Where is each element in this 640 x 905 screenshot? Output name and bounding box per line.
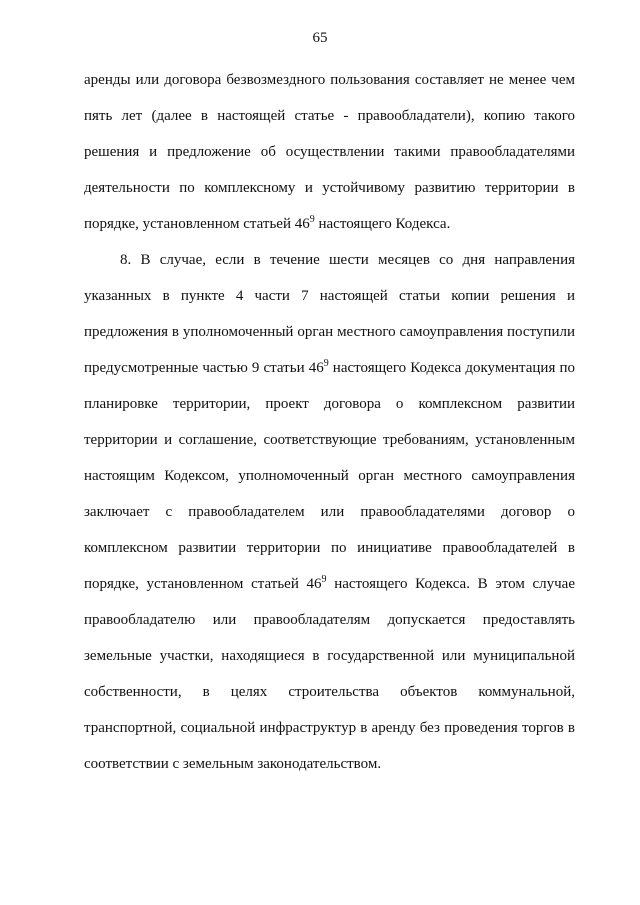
text-line: деятельности по комплексному и устойчивому развитию территории в xyxy=(84,180,575,196)
text-line: собственности, в целях строительства объектов коммунальной, xyxy=(84,684,575,700)
text-line: предложения в уполномоченный орган местного самоуправления поступили xyxy=(84,324,575,340)
text-line: решения и предложение об осуществлении такими правообладателями xyxy=(84,144,575,160)
text-segment: настоящего Кодекса. В этом случае xyxy=(326,576,575,592)
text-segment: предусмотренные частью 9 статьи 46 xyxy=(84,360,324,376)
text-line: заключает с правообладателем или правообладателями договор о xyxy=(84,504,575,520)
superscript: 9 xyxy=(323,358,329,369)
text-segment: порядке, установленном статьей 46 xyxy=(84,576,322,592)
text-line: комплексном развитии территории по инициативе правообладателей в xyxy=(84,540,575,556)
document-text xyxy=(84,62,575,782)
text-segment: порядке, установленном статьей 46 xyxy=(84,216,310,232)
text-line: земельные участки, находящиеся в государственной или муниципальной xyxy=(84,648,575,664)
text-line: соответствии с земельным законодательством. xyxy=(84,756,382,772)
text-line: настоящим Кодексом, уполномоченный орган местного самоуправления xyxy=(84,468,575,484)
text-line: пять лет (далее в настоящей статье - правообладатели), копию такого xyxy=(84,108,575,124)
text-line: аренды или договора безвозмездного пользования составляет не менее чем xyxy=(84,72,575,88)
paragraph-first-line: 8. В случае, если в течение шести месяцев со дня направления xyxy=(120,252,575,268)
superscript: 9 xyxy=(321,574,327,585)
text-line xyxy=(84,206,575,242)
text-line: указанных в пункте 4 части 7 настоящей статьи копии решения и xyxy=(84,288,575,304)
text-line xyxy=(84,350,575,386)
text-line: планировке территории, проект договора о комплексном развитии xyxy=(84,396,575,412)
text-line xyxy=(84,566,575,602)
text-segment: настоящего Кодекса. xyxy=(314,216,451,232)
page-number: 65 xyxy=(312,30,328,46)
superscript: 9 xyxy=(309,214,315,225)
text-segment: настоящего Кодекса документация по xyxy=(328,360,575,376)
text-line: правообладателю или правообладателям допускается предоставлять xyxy=(84,612,575,628)
text-line: транспортной, социальной инфраструктур в аренду без проведения торгов в xyxy=(84,720,575,736)
text-line: территории и соглашение, соответствующие требованиям, установленным xyxy=(84,432,575,448)
